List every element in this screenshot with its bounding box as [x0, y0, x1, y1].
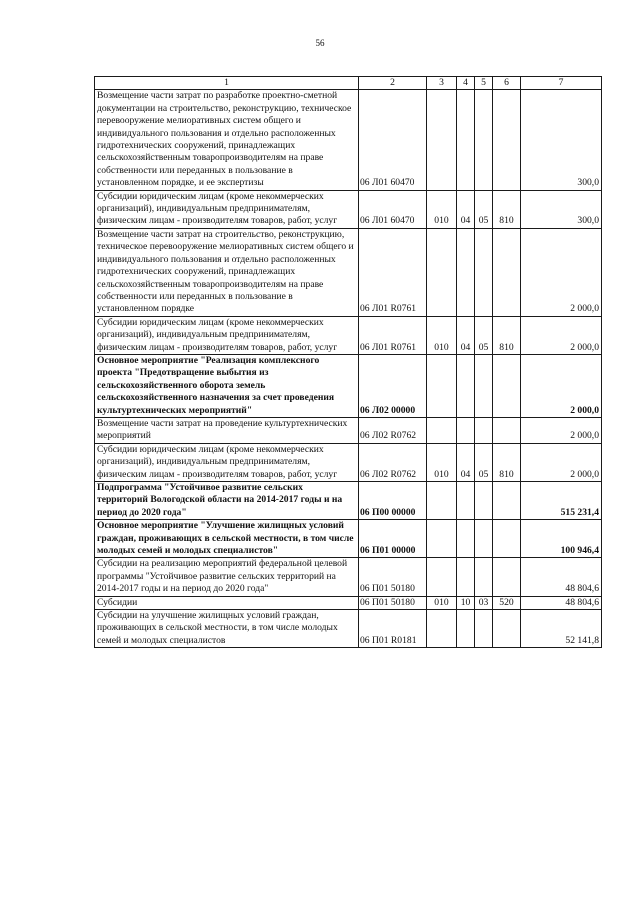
row-col4-cell: 10 [457, 596, 475, 609]
row-code-cell: 06 Л01 R0761 [359, 228, 427, 316]
header-cell: 1 [95, 77, 359, 90]
row-col6-cell: 810 [493, 190, 521, 228]
row-code-cell: 06 П00 00000 [359, 482, 427, 520]
header-cell: 4 [457, 77, 475, 90]
table-row [95, 228, 602, 316]
row-col4-cell [457, 558, 475, 596]
row-col6-cell [493, 228, 521, 316]
row-col4-cell: 04 [457, 316, 475, 354]
row-col3-cell: 010 [427, 596, 457, 609]
row-name-cell: Возмещение части затрат на проведение культуртехнических мероприятий [95, 417, 359, 443]
row-col3-cell [427, 417, 457, 443]
row-col6-cell: 810 [493, 443, 521, 481]
table-row [95, 316, 602, 354]
row-col5-cell [475, 520, 493, 558]
page-number: 56 [315, 38, 325, 48]
row-col5-cell [475, 354, 493, 417]
header-cell: 6 [493, 77, 521, 90]
row-amount-cell: 48 804,6 [521, 596, 602, 609]
row-code-cell: 06 Л01 R0761 [359, 316, 427, 354]
table-row [95, 596, 602, 609]
row-name-cell: Возмещение части затрат на строительство, реконструкцию, техническое перевооружение мелиоративных систем общего и индивидуального пользования и отдельно расположенных гидротехнических сооружений, принадлежащих сельскохозяйственным товаропроизводителям на праве собственности или переданных в пользование в установленном порядке [95, 228, 359, 316]
row-amount-cell: 2 000,0 [521, 417, 602, 443]
row-col4-cell [457, 610, 475, 648]
row-col5-cell: 03 [475, 596, 493, 609]
table-row [95, 190, 602, 228]
row-code-cell: 06 Л02 R0762 [359, 443, 427, 481]
row-amount-cell: 300,0 [521, 190, 602, 228]
row-col3-cell: 010 [427, 443, 457, 481]
table-row [95, 443, 602, 481]
row-col6-cell [493, 610, 521, 648]
row-col6-cell [493, 354, 521, 417]
row-amount-cell: 300,0 [521, 90, 602, 190]
row-amount-cell: 2 000,0 [521, 443, 602, 481]
row-col3-cell: 010 [427, 190, 457, 228]
row-name-cell: Субсидии юридическим лицам (кроме некоммерческих организаций), индивидуальным предпринимателям, физическим лицам - производителям товаров, работ, услуг [95, 443, 359, 481]
row-col5-cell: 05 [475, 443, 493, 481]
table-row [95, 610, 602, 648]
table-row [95, 558, 602, 596]
row-col5-cell: 05 [475, 190, 493, 228]
table-row [95, 482, 602, 520]
row-amount-cell: 515 231,4 [521, 482, 602, 520]
row-code-cell: 06 П01 50180 [359, 596, 427, 609]
row-name-cell: Возмещение части затрат по разработке проектно-сметной документации на строительство, реконструкцию, техническое перевооружение мелиоративных систем общего и индивидуального пользования и отдельно расположенных гидротехнических сооружений, принадлежащих сельскохозяйственным товаропроизводителям на праве собственности или переданных в пользование в установленном порядке, и ее экспертизы [95, 90, 359, 190]
row-amount-cell: 2 000,0 [521, 228, 602, 316]
row-code-cell: 06 П01 50180 [359, 558, 427, 596]
table-row [95, 520, 602, 558]
row-col3-cell [427, 354, 457, 417]
header-cell: 2 [359, 77, 427, 90]
header-cell: 3 [427, 77, 457, 90]
row-col5-cell [475, 482, 493, 520]
row-col3-cell [427, 482, 457, 520]
budget-table [94, 76, 602, 648]
row-code-cell: 06 Л02 00000 [359, 354, 427, 417]
row-col6-cell: 810 [493, 316, 521, 354]
table-row [95, 354, 602, 417]
row-col4-cell [457, 228, 475, 316]
table-row [95, 90, 602, 190]
row-amount-cell: 48 804,6 [521, 558, 602, 596]
row-col5-cell: 05 [475, 316, 493, 354]
row-col4-cell: 04 [457, 443, 475, 481]
row-col4-cell [457, 417, 475, 443]
row-name-cell: Основное мероприятие "Улучшение жилищных условий граждан, проживающих в сельской местности, в том числе молодых семей и молодых специалистов" [95, 520, 359, 558]
row-col3-cell [427, 558, 457, 596]
row-col6-cell: 520 [493, 596, 521, 609]
row-amount-cell: 2 000,0 [521, 316, 602, 354]
row-col3-cell [427, 228, 457, 316]
row-col4-cell [457, 482, 475, 520]
row-code-cell: 06 П01 00000 [359, 520, 427, 558]
row-col4-cell [457, 520, 475, 558]
row-col6-cell [493, 482, 521, 520]
row-code-cell: 06 Л02 R0762 [359, 417, 427, 443]
row-col5-cell [475, 90, 493, 190]
row-name-cell: Субсидии на улучшение жилищных условий граждан, проживающих в сельской местности, в том числе молодых семей и молодых специалистов [95, 610, 359, 648]
row-code-cell: 06 Л01 60470 [359, 90, 427, 190]
row-name-cell: Субсидии юридическим лицам (кроме некоммерческих организаций), индивидуальным предпринимателям, физическим лицам - производителям товаров, работ, услуг [95, 316, 359, 354]
row-name-cell: Субсидии на реализацию мероприятий федеральной целевой программы "Устойчивое развитие сельских территорий на 2014-2017 годы и на период до 2020 года" [95, 558, 359, 596]
header-cell: 5 [475, 77, 493, 90]
table-header-row [95, 77, 602, 90]
row-code-cell: 06 Л01 60470 [359, 190, 427, 228]
row-amount-cell: 52 141,8 [521, 610, 602, 648]
table-row [95, 417, 602, 443]
header-cell: 7 [521, 77, 602, 90]
row-amount-cell: 100 946,4 [521, 520, 602, 558]
row-name-cell: Субсидии юридическим лицам (кроме некоммерческих организаций), индивидуальным предпринимателям, физическим лицам - производителям товаров, работ, услуг [95, 190, 359, 228]
row-col5-cell [475, 610, 493, 648]
row-col6-cell [493, 90, 521, 190]
row-amount-cell: 2 000,0 [521, 354, 602, 417]
row-code-cell: 06 П01 R0181 [359, 610, 427, 648]
row-col6-cell [493, 558, 521, 596]
row-col3-cell: 010 [427, 316, 457, 354]
row-col3-cell [427, 520, 457, 558]
row-col4-cell [457, 90, 475, 190]
row-col6-cell [493, 520, 521, 558]
row-col3-cell [427, 90, 457, 190]
row-col5-cell [475, 417, 493, 443]
row-col3-cell [427, 610, 457, 648]
row-name-cell: Субсидии [95, 596, 359, 609]
row-name-cell: Подпрограмма "Устойчивое развитие сельских территорий Вологодской области на 2014-2017 годы и на период до 2020 года" [95, 482, 359, 520]
row-col5-cell [475, 558, 493, 596]
row-col4-cell [457, 354, 475, 417]
row-col5-cell [475, 228, 493, 316]
row-name-cell: Основное мероприятие "Реализация комплексного проекта "Предотвращение выбытия из сельскохозяйственного оборота земель сельскохозяйственного назначения за счет проведения культуртехнических мероприятий" [95, 354, 359, 417]
row-col4-cell: 04 [457, 190, 475, 228]
row-col6-cell [493, 417, 521, 443]
